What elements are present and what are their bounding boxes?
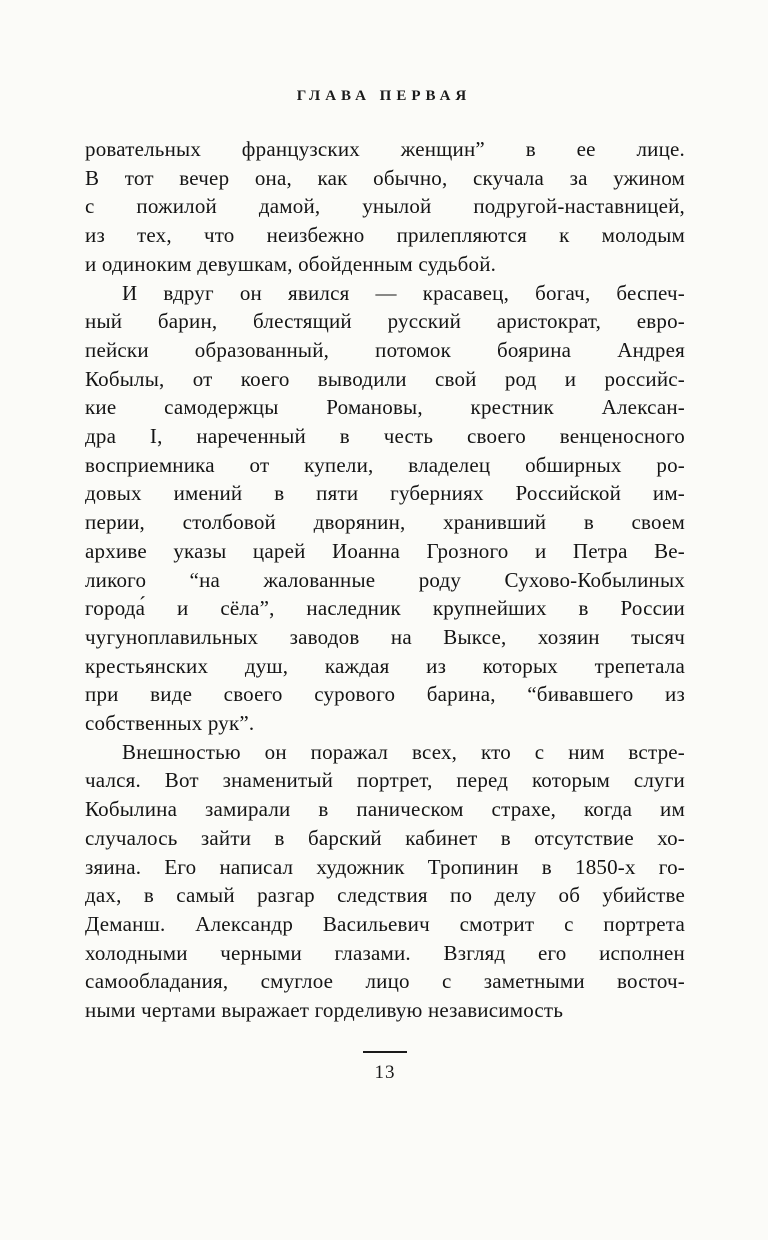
- text-line: чугуноплавильных заводов на Выксе, хозяин тысяч: [85, 624, 685, 649]
- paragraph: [85, 279, 685, 738]
- text-line: при виде своего сурового барина, “бивавшего из: [85, 682, 685, 707]
- text-line: крестьянских душ, каждая из которых трепетала: [85, 653, 685, 678]
- text-line: В тот вечер она, как обычно, скучала за ужином: [85, 165, 685, 190]
- text-line: архиве указы царей Иоанна Грозного и Петра Ве-: [85, 538, 685, 563]
- text-line: случалось зайти в барский кабинет в отсутствие хо-: [85, 825, 685, 850]
- text-line: ликого “на жалованные роду Сухово-Кобылиных: [85, 567, 685, 592]
- text-line: дах, в самый разгар следствия по делу об убийстве: [85, 883, 685, 908]
- text-line: зяина. Его написал художник Тропинин в 1850-х го-: [85, 854, 685, 879]
- text-line: восприемника от купели, владелец обширных ро-: [85, 452, 685, 477]
- text-line: холодными черными глазами. Взгляд его исполнен: [85, 940, 685, 965]
- text-line: чался. Вот знаменитый портрет, перед которым слуги: [85, 768, 685, 793]
- text-line: ный барин, блестящий русский аристократ, евро-: [85, 309, 685, 334]
- text-line: Кобылина замирали в паническом страхе, когда им: [85, 797, 685, 822]
- text-line: ровательных французских женщин” в ее лице.: [85, 137, 685, 161]
- text-line: довых имений в пяти губерниях Российской им-: [85, 481, 685, 506]
- text-line: ными чертами выражает горделивую независимость: [85, 998, 564, 1023]
- text-line: из тех, что неизбежно прилепляются к молодым: [85, 223, 685, 248]
- text-line: Кобылы, от коего выводили свой род и российс-: [85, 366, 685, 391]
- text-line: кие самодержцы Романовы, крестник Алексан-: [85, 395, 685, 420]
- text-line: самообладания, смуглое лицо с заметными восточ-: [85, 969, 685, 994]
- text-line: и одиноким девушкам, обойденным судьбой.: [85, 251, 497, 276]
- text-line: Внешностью он поражал всех, кто с ним встре-: [122, 739, 685, 764]
- paragraph: [85, 738, 685, 1025]
- text-line: Деманш. Александр Васильевич смотрит с портрета: [85, 911, 685, 936]
- page-footer: [85, 1051, 685, 1084]
- text-line: пейски образованный, потомок боярина Андрея: [85, 337, 685, 362]
- text-line: города́ и сёла”, наследник крупнейших в России: [85, 596, 685, 621]
- text-line: собственных рук”.: [85, 711, 255, 736]
- text-line: дра I, нареченный в честь своего венценосного: [85, 424, 685, 449]
- text-line: с пожилой дамой, унылой подругой-наставницей,: [85, 194, 685, 219]
- paragraph: [85, 135, 685, 279]
- text-line: перии, столбовой дворянин, хранивший в своем: [85, 510, 685, 535]
- body-text: [85, 135, 685, 1025]
- chapter-heading: ГЛАВА ПЕРВАЯ: [296, 88, 472, 104]
- footer-rule: [363, 1051, 407, 1053]
- text-line: И вдруг он явился — красавец, богач, беспеч-: [122, 280, 685, 305]
- page-number: 13: [374, 1061, 396, 1083]
